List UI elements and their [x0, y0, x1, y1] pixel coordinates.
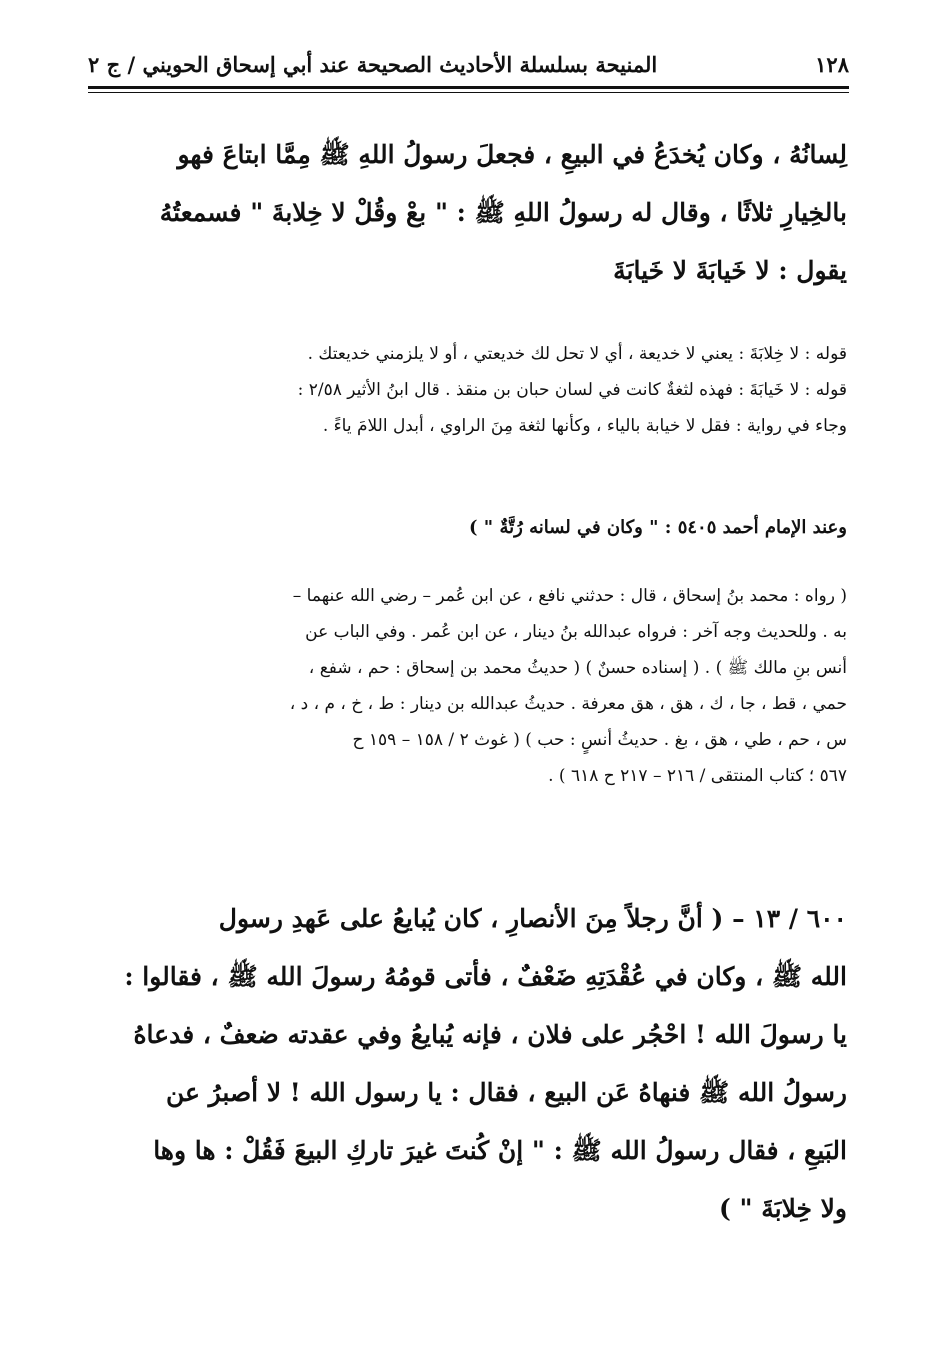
explanatory-notes [90, 336, 847, 444]
takhrij-line: أنس بنِ مالك ﷺ ) . ( إسناده حسنٌ ) ( حديثُ محمد بن إسحاق : حم ، شفع ، [308, 658, 847, 678]
text-line: ٦٠٠ / ١٣ – ( أنَّ رجلاً مِنَ الأنصارِ ، كان يُبايعُ على عَهدِ رسول [218, 904, 847, 933]
takhrij-line: ( رواه : محمد بنُ إسحاق ، قال : حدثني نافع ، عن ابن عُمر – رضي الله عنهما – [292, 586, 847, 606]
takhrij-line: به . وللحديث وجه آخر : فرواه عبدالله بنُ دينار ، عن ابن عُمر . وفي الباب عن [305, 622, 847, 642]
note-line: وعند الإمام أحمد ٥٤٠٥ : " وكان في لسانه رُتَّةٌ " ) [469, 517, 847, 538]
text-line: رسولُ الله ﷺ فنهاهُ عَن البيع ، فقال : يا رسول الله ! لا أصبرُ عن [165, 1078, 847, 1107]
takhrij-line: ٥٦٧ ؛ كتاب المنتقى / ٢١٦ – ٢١٧ ح ٦١٨ ) . [548, 766, 847, 786]
text-line: لِسانُهُ ، وكان يُخدَعُ في البيعِ ، فجعلَ رسولُ اللهِ ﷺ مِمَّا ابتاعَ فهو [177, 140, 847, 169]
takhrij-section [90, 578, 847, 794]
header-rule-thin [88, 92, 849, 93]
running-title: المنيحة بسلسلة الأحاديث الصحيحة عند أبي إسحاق الحويني / ج ٢ [88, 51, 658, 77]
note-line: قوله : لا خِلابَةَ : يعني لا خديعة ، أي لا تحل لك خديعتي ، أو لا يلزمني خديعتك . [307, 344, 847, 364]
text-line: الله ﷺ ، وكان في عُقْدَتِهِ ضَعْفٌ ، فأتى قومُهُ رسولَ الله ﷺ ، فقالوا : [124, 962, 847, 991]
text-line: البَيعِ ، فقال رسولُ الله ﷺ : " إنْ كُنتَ غيرَ تاركِ البيعَ فَقُلْ : ها وها [153, 1136, 847, 1165]
page-header [88, 46, 849, 82]
takhrij-line: حمي ، قط ، جا ، ك ، هق ، هق معرفة . حديثُ عبدالله بن دينار : ط ، خ ، م ، د ، [289, 694, 847, 714]
text-line: يقول : لا خَيابَةَ لا خَيابَةَ [613, 256, 847, 285]
note-line: قوله : لا خَيابَةَ : فهذه لثغةٌ كانت في لسان حبان بن منقذ . قال ابنُ الأثير ٢/٥٨ : [297, 380, 847, 400]
hadith-text-continued [90, 126, 847, 300]
text-line: ولا خِلابَةَ " ) [718, 1194, 847, 1223]
page-number: ١٢٨ [815, 51, 849, 77]
header-rule-thick [88, 86, 849, 89]
text-line: بالخِيارِ ثلاثًا ، وقال له رسولُ اللهِ ﷺ : " بعْ وقُلْ لا خِلابةَ " فسمعتُهُ [159, 198, 847, 227]
hadith-600 [90, 890, 847, 1238]
imam-ahmad-note [90, 512, 847, 544]
text-line: يا رسولَ الله ! احْجُر على فلان ، فإنه يُبايعُ وفي عقدته ضعفٌ ، فدعاهُ [133, 1020, 847, 1049]
note-line: وجاء في رواية : فقل لا خيابة بالياء ، وكأنها لثغة مِنَ الراوي ، أبدل اللامَ ياءً . [322, 416, 847, 436]
takhrij-line: س ، حم ، طي ، هق ، بغ . حديثُ أنسٍ : حب ) ( غوث ٢ / ١٥٨ – ١٥٩ ح [352, 730, 847, 750]
